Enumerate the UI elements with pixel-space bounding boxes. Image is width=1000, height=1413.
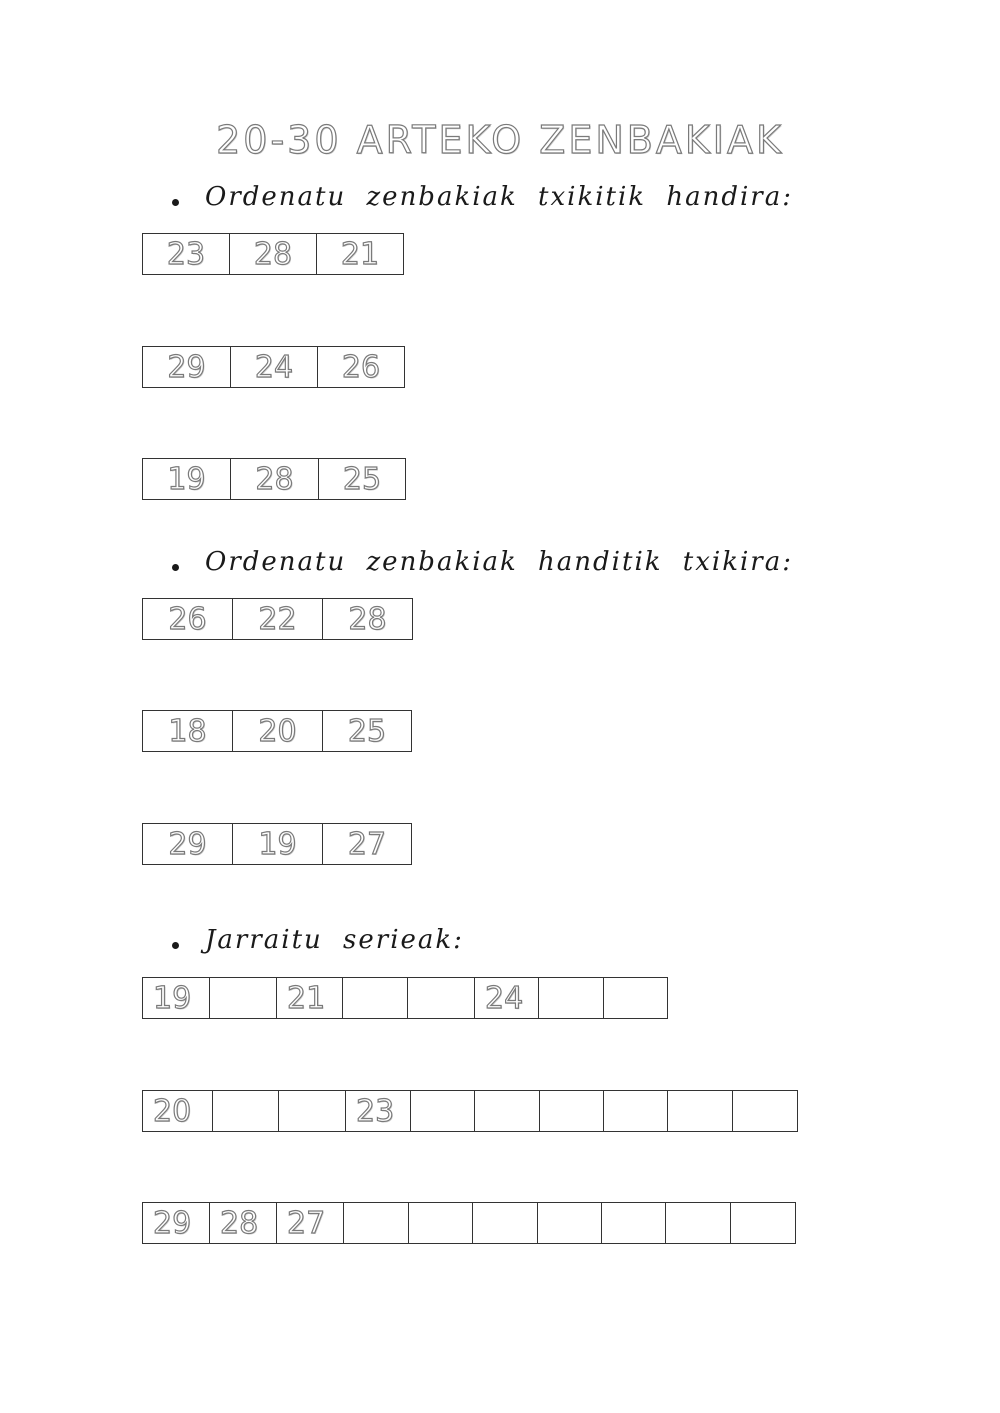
series-cell: 20 bbox=[142, 1090, 213, 1132]
number-cell: 29 bbox=[142, 346, 231, 388]
series-cell[interactable] bbox=[342, 977, 408, 1019]
section-1-instruction: Ordenatu zenbakiak txikitik handira: bbox=[205, 182, 793, 212]
series-cell[interactable] bbox=[732, 1090, 798, 1132]
series-cell[interactable] bbox=[667, 1090, 733, 1132]
series-cell: 19 bbox=[142, 977, 210, 1019]
series-cell[interactable] bbox=[408, 1202, 473, 1244]
series-row-2 bbox=[142, 1090, 798, 1132]
series-cell[interactable] bbox=[474, 1090, 540, 1132]
series-cell[interactable] bbox=[472, 1202, 538, 1244]
order-row-6 bbox=[142, 823, 412, 865]
bullet-icon bbox=[172, 199, 179, 206]
series-cell[interactable] bbox=[730, 1202, 796, 1244]
bullet-icon bbox=[172, 942, 179, 949]
number-cell: 25 bbox=[318, 458, 406, 500]
bullet-icon bbox=[172, 564, 179, 571]
section-1-heading bbox=[172, 182, 793, 212]
series-cell[interactable] bbox=[603, 977, 668, 1019]
number-cell: 19 bbox=[232, 823, 323, 865]
series-cell: 23 bbox=[345, 1090, 411, 1132]
worksheet-title: 20-30 ARTEKO ZENBAKIAK bbox=[216, 118, 784, 162]
number-cell: 22 bbox=[232, 598, 323, 640]
series-cell: 28 bbox=[209, 1202, 277, 1244]
order-row-3 bbox=[142, 458, 406, 500]
series-cell[interactable] bbox=[410, 1090, 475, 1132]
number-cell: 29 bbox=[142, 823, 233, 865]
order-row-4 bbox=[142, 598, 413, 640]
number-cell: 28 bbox=[230, 458, 319, 500]
series-cell[interactable] bbox=[212, 1090, 279, 1132]
series-cell: 24 bbox=[474, 977, 539, 1019]
number-cell: 26 bbox=[317, 346, 405, 388]
section-3-instruction: Jarraitu serieak: bbox=[205, 925, 464, 955]
series-row-3 bbox=[142, 1202, 796, 1244]
series-cell[interactable] bbox=[601, 1202, 666, 1244]
series-cell: 21 bbox=[276, 977, 343, 1019]
series-cell[interactable] bbox=[603, 1090, 668, 1132]
number-cell: 20 bbox=[232, 710, 323, 752]
number-cell: 24 bbox=[230, 346, 318, 388]
series-cell[interactable] bbox=[537, 1202, 602, 1244]
series-cell[interactable] bbox=[538, 977, 604, 1019]
number-cell: 18 bbox=[142, 710, 233, 752]
order-row-1 bbox=[142, 233, 404, 275]
series-cell: 29 bbox=[142, 1202, 210, 1244]
section-2-instruction: Ordenatu zenbakiak handitik txikira: bbox=[205, 547, 793, 577]
series-cell[interactable] bbox=[407, 977, 475, 1019]
number-cell: 19 bbox=[142, 458, 231, 500]
number-cell: 23 bbox=[142, 233, 230, 275]
number-cell: 26 bbox=[142, 598, 233, 640]
number-cell: 27 bbox=[322, 823, 412, 865]
section-3-heading bbox=[172, 925, 464, 955]
series-cell[interactable] bbox=[343, 1202, 409, 1244]
number-cell: 28 bbox=[229, 233, 317, 275]
number-cell: 28 bbox=[322, 598, 413, 640]
order-row-5 bbox=[142, 710, 412, 752]
series-cell: 27 bbox=[276, 1202, 344, 1244]
series-cell[interactable] bbox=[539, 1090, 604, 1132]
section-2-heading bbox=[172, 547, 793, 577]
number-cell: 25 bbox=[322, 710, 412, 752]
series-cell[interactable] bbox=[665, 1202, 731, 1244]
series-row-1 bbox=[142, 977, 668, 1019]
series-cell[interactable] bbox=[278, 1090, 346, 1132]
series-cell[interactable] bbox=[209, 977, 277, 1019]
number-cell: 21 bbox=[316, 233, 404, 275]
order-row-2 bbox=[142, 346, 405, 388]
